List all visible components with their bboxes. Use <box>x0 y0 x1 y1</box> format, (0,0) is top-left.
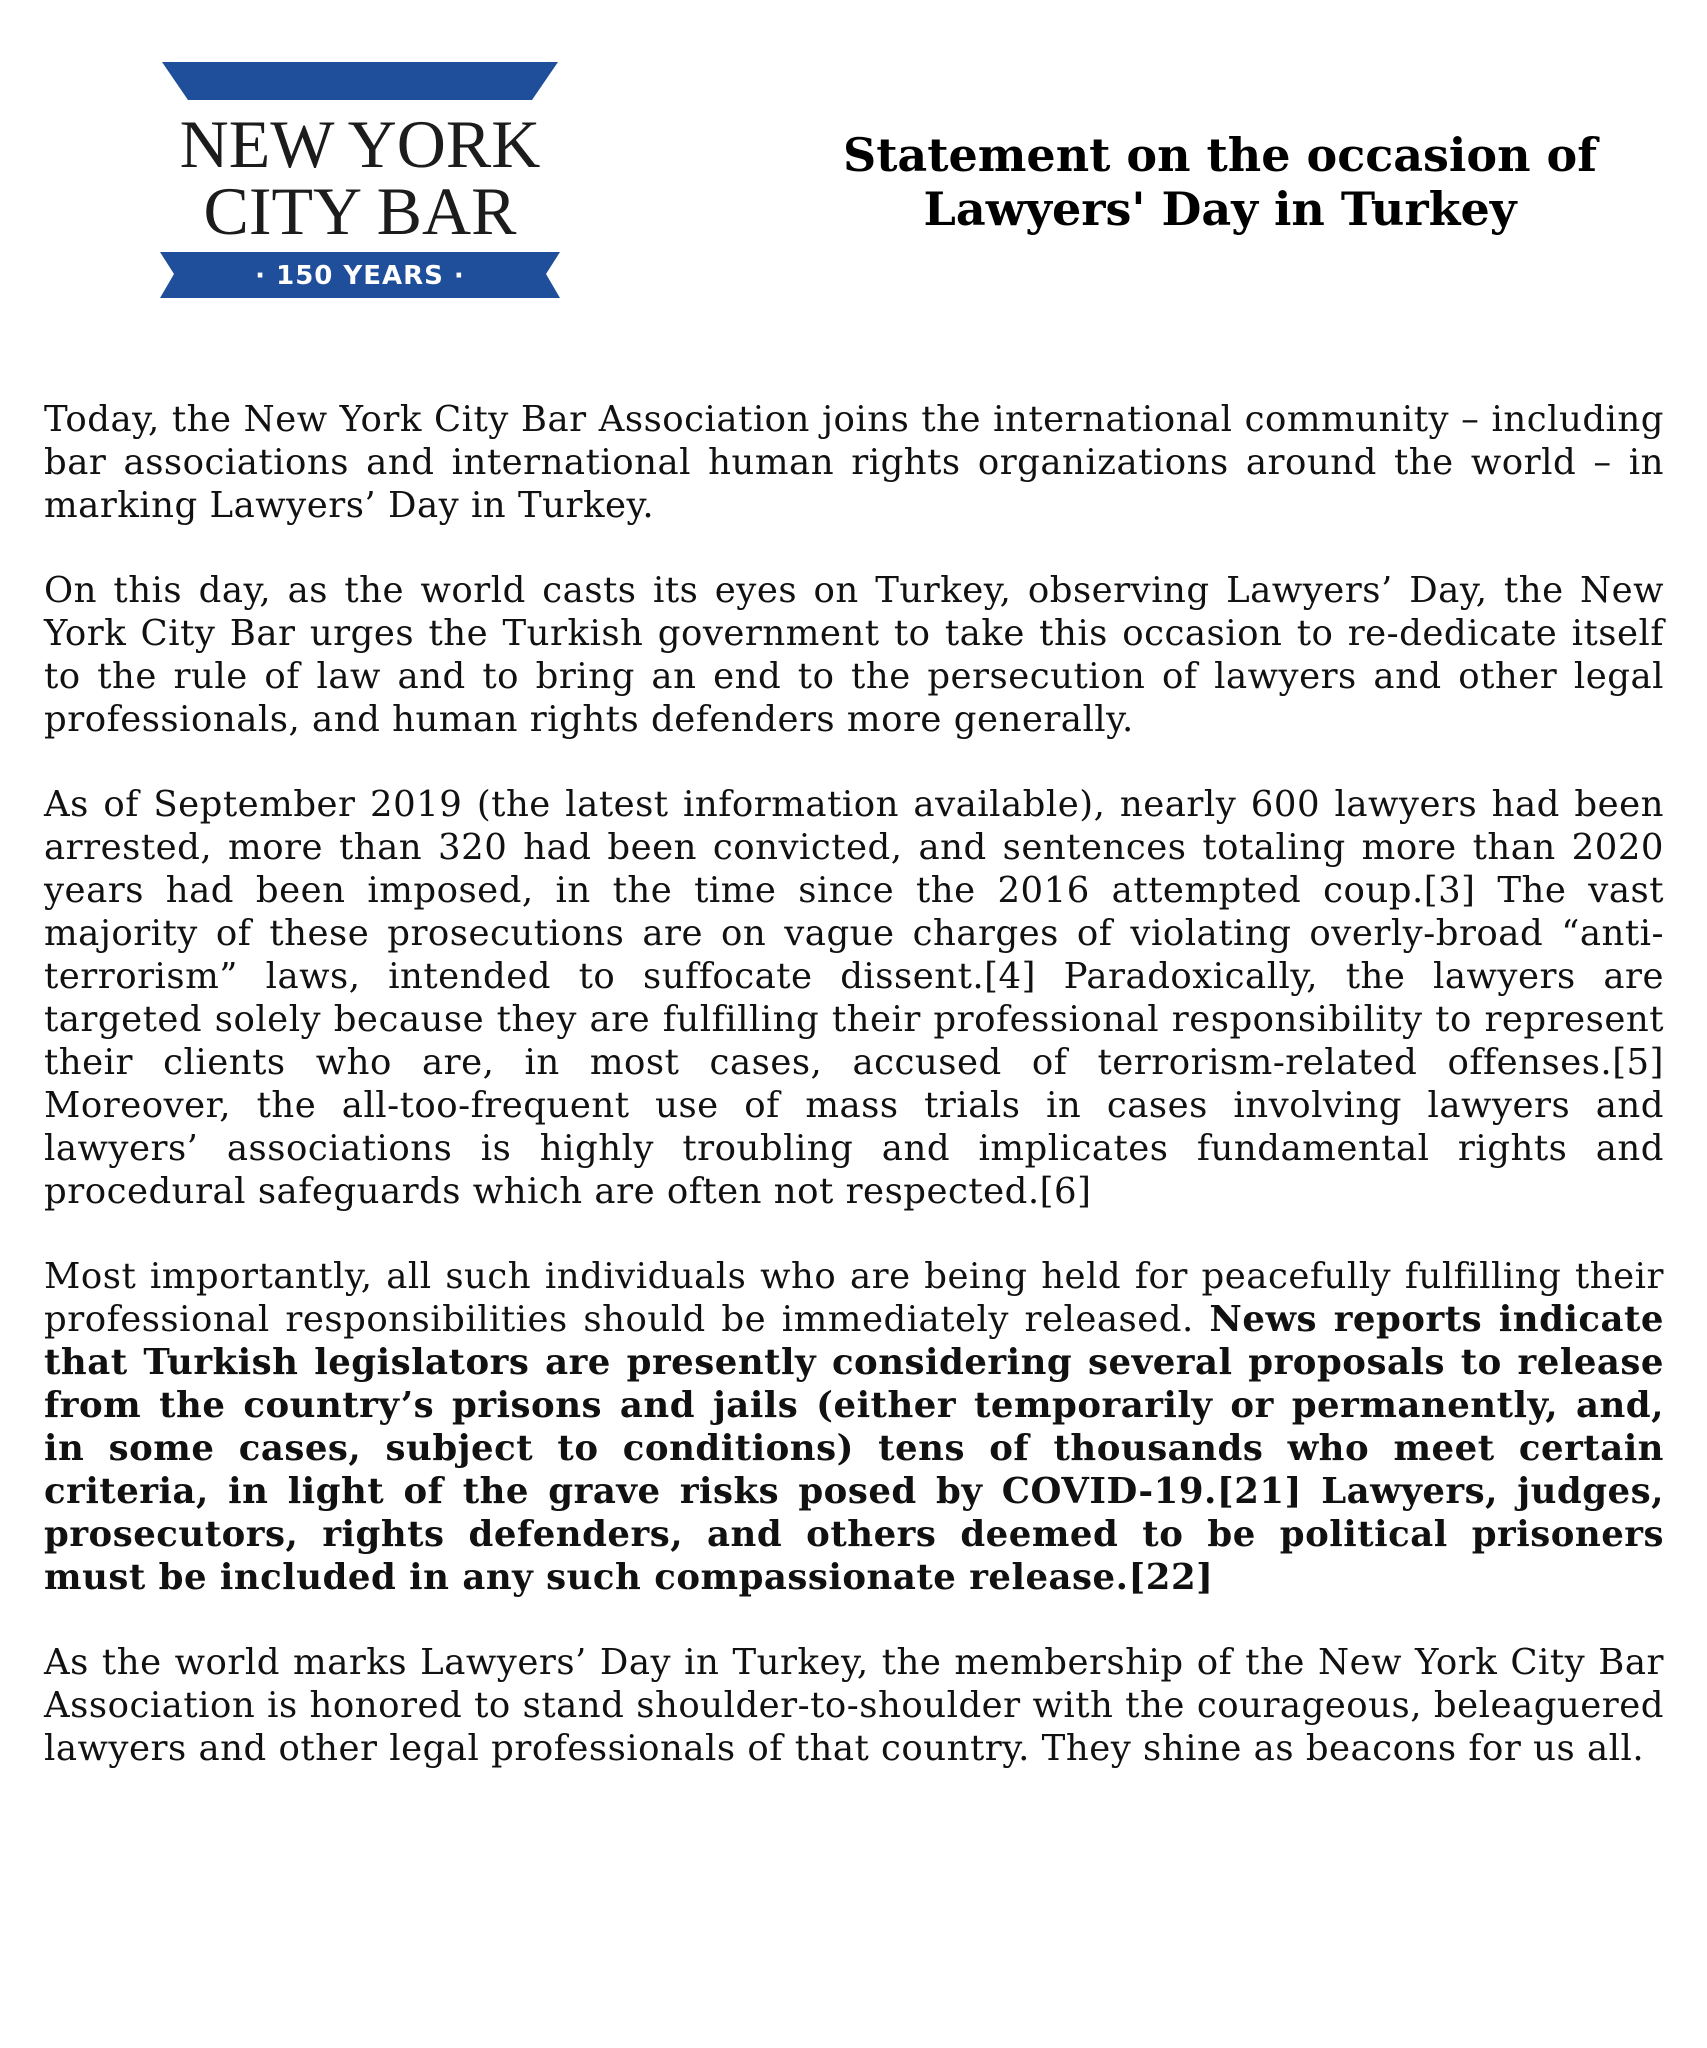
paragraph-release-plain: Most importantly, all such individuals who are being held for peacefully fulfilling their professional responsibilities should be immediately released. <box>44 1256 1664 1340</box>
paragraph-release-bold: News reports indicate that Turkish legislators are presently considering several proposals to release from the country’s prisons and jails (either temporarily or permanently, and, in some cases, subject to conditions) tens of thousands who meet certain criteria, in light of the grave risks posed by COVID-19.[21] Lawyers, judges, prosecutors, rights defenders, and others deemed to be political prisoners must be included in any such compassionate release.[22] <box>44 1299 1664 1598</box>
paragraph-release <box>44 1255 1664 1599</box>
logo-line1: NEW YORK <box>179 106 541 182</box>
paragraph-statistics: As of September 2019 (the latest information available), nearly 600 lawyers had been arrested, more than 320 had been convicted, and sentences totaling more than 2020 years had been imposed, in the time since the 2016 attempted coup.[3] The vast majority of these prosecutions are on vague charges of violating overly-broad “anti-terrorism” laws, intended to suffocate dissent.[4] Paradoxically, the lawyers are targeted solely because they are fulfilling their professional responsibility to represent their clients who are, in most cases, accused of terrorism-related offenses.[5] Moreover, the all-too-frequent use of mass trials in cases involving lawyers and lawyers’ associations is highly troubling and implicates fundamental rights and procedural safeguards which are often not respected.[6] <box>44 784 1664 1212</box>
logo-line2: CITY BAR <box>203 173 517 249</box>
paragraph-intro: Today, the New York City Bar Association joins the international community – including bar associations and international human rights organizations around the world – in marking Lawyers’ Day in Turkey. <box>44 399 1664 526</box>
paragraph-closing: As the world marks Lawyers’ Day in Turkey, the membership of the New York City Bar Association is honored to stand shoulder-to-shoulder with the courageous, beleaguered lawyers and other legal professionals of that country. They shine as beacons for us all. <box>44 1642 1664 1769</box>
title-line-2: Lawyers' Day in Turkey <box>923 182 1517 236</box>
logo-ribbon-text: · 150 YEARS · <box>255 261 465 291</box>
statement-body <box>44 398 1664 1812</box>
page-title <box>800 128 1640 236</box>
nyc-bar-logo <box>160 62 560 314</box>
title-line-1: Statement on the occasion of <box>842 128 1598 182</box>
logo-top-banner <box>162 62 558 100</box>
paragraph-urging: On this day, as the world casts its eyes on Turkey, observing Lawyers’ Day, the New York City Bar urges the Turkish government to take this occasion to re-dedicate itself to the rule of law and to bring an end to the persecution of lawyers and other legal professionals, and human rights defenders more generally. <box>44 570 1664 740</box>
